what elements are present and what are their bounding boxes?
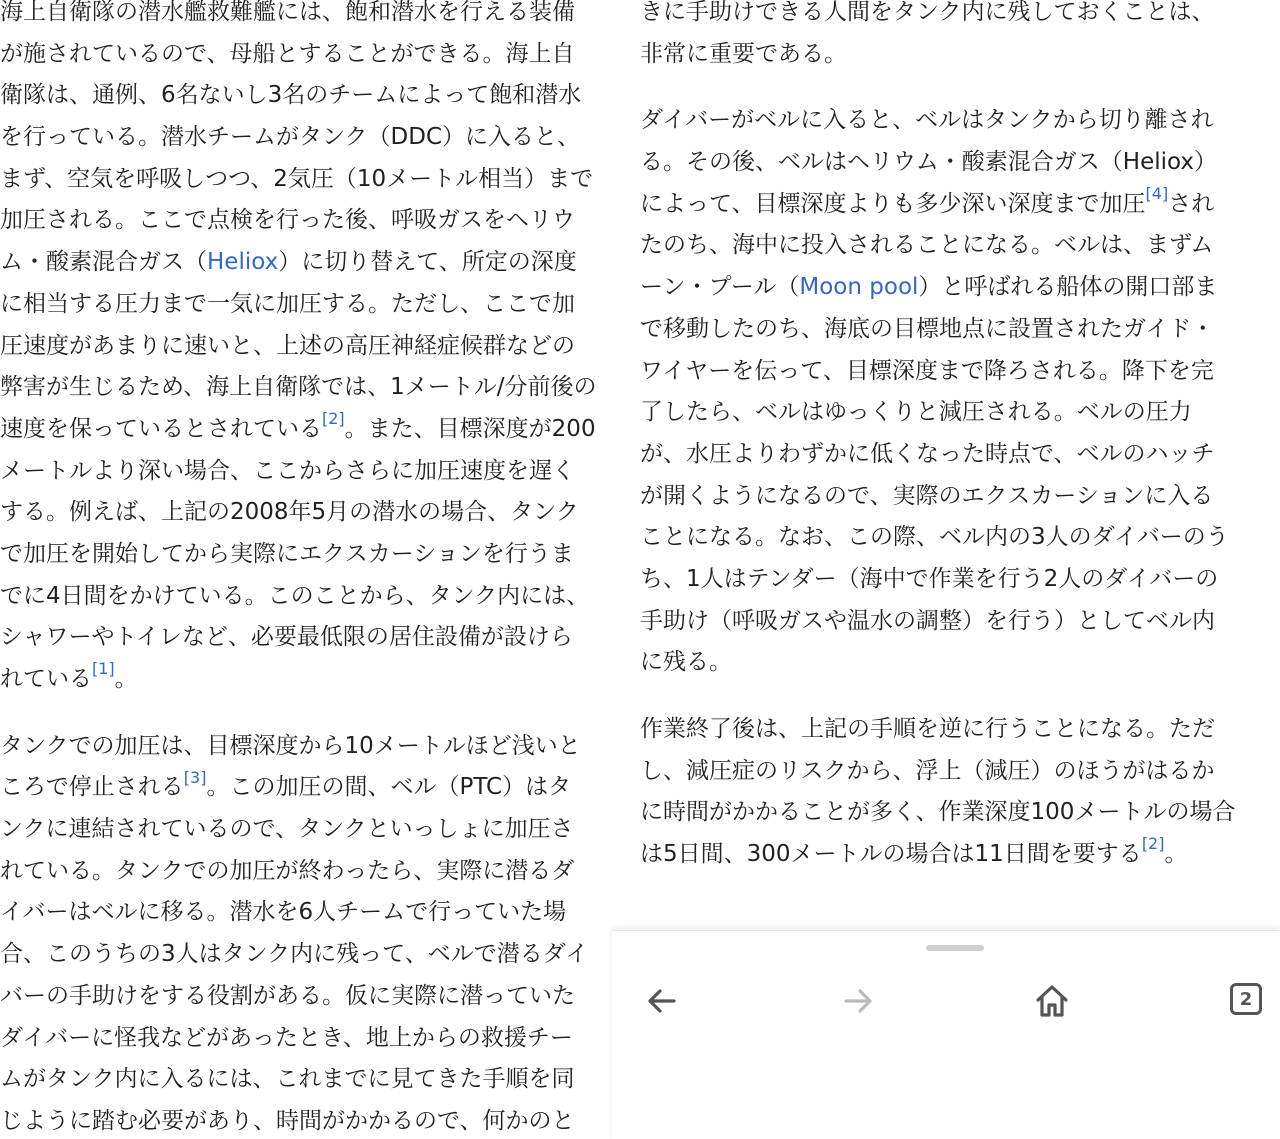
text-line: ワイヤーを伝って、目標深度まで降ろされる。降下を完 <box>640 357 1214 384</box>
text-line: で加圧を開始してから実際にエクスカーションを行うま <box>0 540 574 567</box>
text-line: に時間がかかることが多く、作業深度100メートルの場合 <box>640 799 1236 826</box>
reference-link-1[interactable]: [1] <box>92 659 115 679</box>
article-column-left <box>0 0 612 1139</box>
text-line: ダイバーがベルに入ると、ベルはタンクから切り離され <box>640 107 1214 134</box>
paragraph-ascent <box>640 709 1280 876</box>
text-segment: ム・酸素混合ガス（ <box>0 249 207 276</box>
text-line: ダイバーに怪我などがあったとき、地上からの救援チー <box>0 1024 573 1051</box>
text-line: が開くようになるので、実際のエクスカーションに入る <box>640 482 1214 509</box>
text-line <box>0 242 612 284</box>
text-line: 圧速度があまりに速いと、上述の高圧神経症候群などの <box>0 332 575 359</box>
text-line: が施されているので、母船とすることができる。海上自 <box>0 40 575 67</box>
text-line: 弊害が生じるため、海上自衛隊では、1メートル/分前後の <box>0 374 597 401</box>
text-segment: 。 <box>1164 841 1188 868</box>
text-line: 手助け（呼吸ガスや温水の調整）を行う）としてベル内 <box>640 607 1215 634</box>
text-line: でに4日間をかけている。このことから、タンク内には、 <box>0 582 590 609</box>
text-line: で移動したのち、海底の目標地点に設置されたガイド・ <box>640 315 1215 342</box>
home-button[interactable] <box>1030 979 1074 1023</box>
text-segment: 。また、目標深度が200 <box>344 415 596 442</box>
paragraph-importance <box>640 0 1280 75</box>
text-line: ンクに連結されているので、タンクといっしょに加圧さ <box>0 816 574 843</box>
text-segment: 。 <box>114 666 138 692</box>
text-segment: 。この加圧の間、ベル（PTC）はタ <box>206 774 572 801</box>
tabs-count-badge: 2 <box>1230 983 1262 1015</box>
paragraph-bell-descent <box>640 100 1280 684</box>
text-line: じように踏む必要があり、時間がかかるので、何かのと <box>0 1107 575 1134</box>
forward-button[interactable] <box>836 979 880 1023</box>
text-line: イバーはベルに移る。潜水を6人チームで行っていた場 <box>0 899 567 926</box>
text-segment: によって、目標深度よりも多少深い深度まで加圧 <box>640 190 1146 217</box>
drag-handle[interactable] <box>926 945 984 951</box>
text-line <box>640 267 1280 309</box>
reference-link-3[interactable]: [3] <box>183 767 207 787</box>
text-line <box>640 834 1280 876</box>
text-segment: は5日間、300メートルの場合は11日間を要する <box>640 841 1142 868</box>
reference-link-2[interactable]: [2] <box>1141 834 1165 854</box>
home-icon <box>1033 982 1071 1020</box>
text-line: シャワーやトイレなど、必要最低限の居住設備が設けら <box>0 624 573 651</box>
text-segment: れている <box>0 666 92 692</box>
text-segment: ）に切り替えて、所定の深度 <box>278 249 577 276</box>
back-button[interactable] <box>640 979 684 1023</box>
text-line: メートルより深い場合、ここからさらに加圧速度を遅く <box>0 457 575 484</box>
text-line: を行っている。潜水チームがタンク（DDC）に入ると、 <box>0 124 581 151</box>
text-line <box>0 409 612 451</box>
text-segment: ころで停止される <box>0 774 184 801</box>
text-line: 合、このうちの3人はタンク内に残って、ベルで潜るダイ <box>0 941 589 968</box>
text-line: タンクでの加圧は、目標深度から10メートルほど浅いと <box>0 732 581 759</box>
text-line: まず、空気を呼吸しつつ、2気圧（10メートル相当）まで <box>0 165 594 192</box>
text-segment: ーン・プール（ <box>640 274 800 301</box>
back-arrow-icon <box>644 983 680 1019</box>
moon-pool-link[interactable]: Moon pool <box>799 274 919 301</box>
text-line: する。例えば、上記の2008年5月の潜水の場合、タンク <box>0 499 579 526</box>
text-line: ことになる。なお、この際、ベル内の3人のダイバーのう <box>640 524 1229 551</box>
text-line: 作業終了後は、上記の手順を逆に行うことになる。ただ <box>640 716 1215 742</box>
text-line: ち、1人はテンダー（海中で作業を行う2人のダイバーの <box>640 565 1219 592</box>
paragraph-pressurization <box>0 0 612 701</box>
text-line: し、減圧症のリスクから、浮上（減圧）のほうがはるか <box>640 757 1215 784</box>
text-line: たのち、海中に投入されることになる。ベルは、まずム <box>640 232 1214 259</box>
text-line <box>0 659 612 701</box>
text-line: 非常に重要である。 <box>640 40 847 67</box>
tabs-button[interactable] <box>1226 979 1270 1023</box>
text-line: ムがタンク内に入るには、これまでに見てきた手順を同 <box>0 1066 575 1093</box>
text-line <box>0 767 612 809</box>
text-line: に相当する圧力まで一気に加圧する。ただし、ここで加 <box>0 290 575 317</box>
text-line: バーの手助けをする役割がある。仮に実際に潜っていた <box>0 982 575 1009</box>
text-line: 海上自衛隊の潜水艦救難艦には、飽和潜水を行える装備 <box>0 0 575 25</box>
heliox-link[interactable]: Heliox <box>207 249 279 276</box>
text-line: 加圧される。ここで点検を行った後、呼吸ガスをヘリウ <box>0 207 575 234</box>
paragraph-tank-pressure <box>0 726 612 1139</box>
text-line <box>640 184 1280 226</box>
text-line: 了したら、ベルはゆっくりと減圧される。ベルの圧力 <box>640 399 1192 426</box>
text-segment: され <box>1168 190 1215 217</box>
text-line: る。その後、ベルはヘリウム・酸素混合ガス（Heliox） <box>640 149 1217 176</box>
text-line: が、水圧よりわずかに低くなった時点で、ベルのハッチ <box>640 440 1215 467</box>
reference-link-4[interactable]: [4] <box>1145 184 1169 204</box>
text-line: れている。タンクでの加圧が終わったら、実際に潜るダ <box>0 857 575 884</box>
text-segment: 速度を保っているとされている <box>0 415 322 442</box>
forward-arrow-icon <box>840 983 876 1019</box>
reference-link-2[interactable]: [2] <box>322 409 345 429</box>
text-line: 衛隊は、通例、6名ないし3名のチームによって飽和潜水 <box>0 82 582 109</box>
text-line: きに手助けできる人間をタンク内に残しておくことは、 <box>640 0 1215 25</box>
text-segment: ）と呼ばれる船体の開口部ま <box>918 274 1218 301</box>
browser-toolbar <box>612 930 1280 1139</box>
text-line: に残る。 <box>640 649 732 676</box>
